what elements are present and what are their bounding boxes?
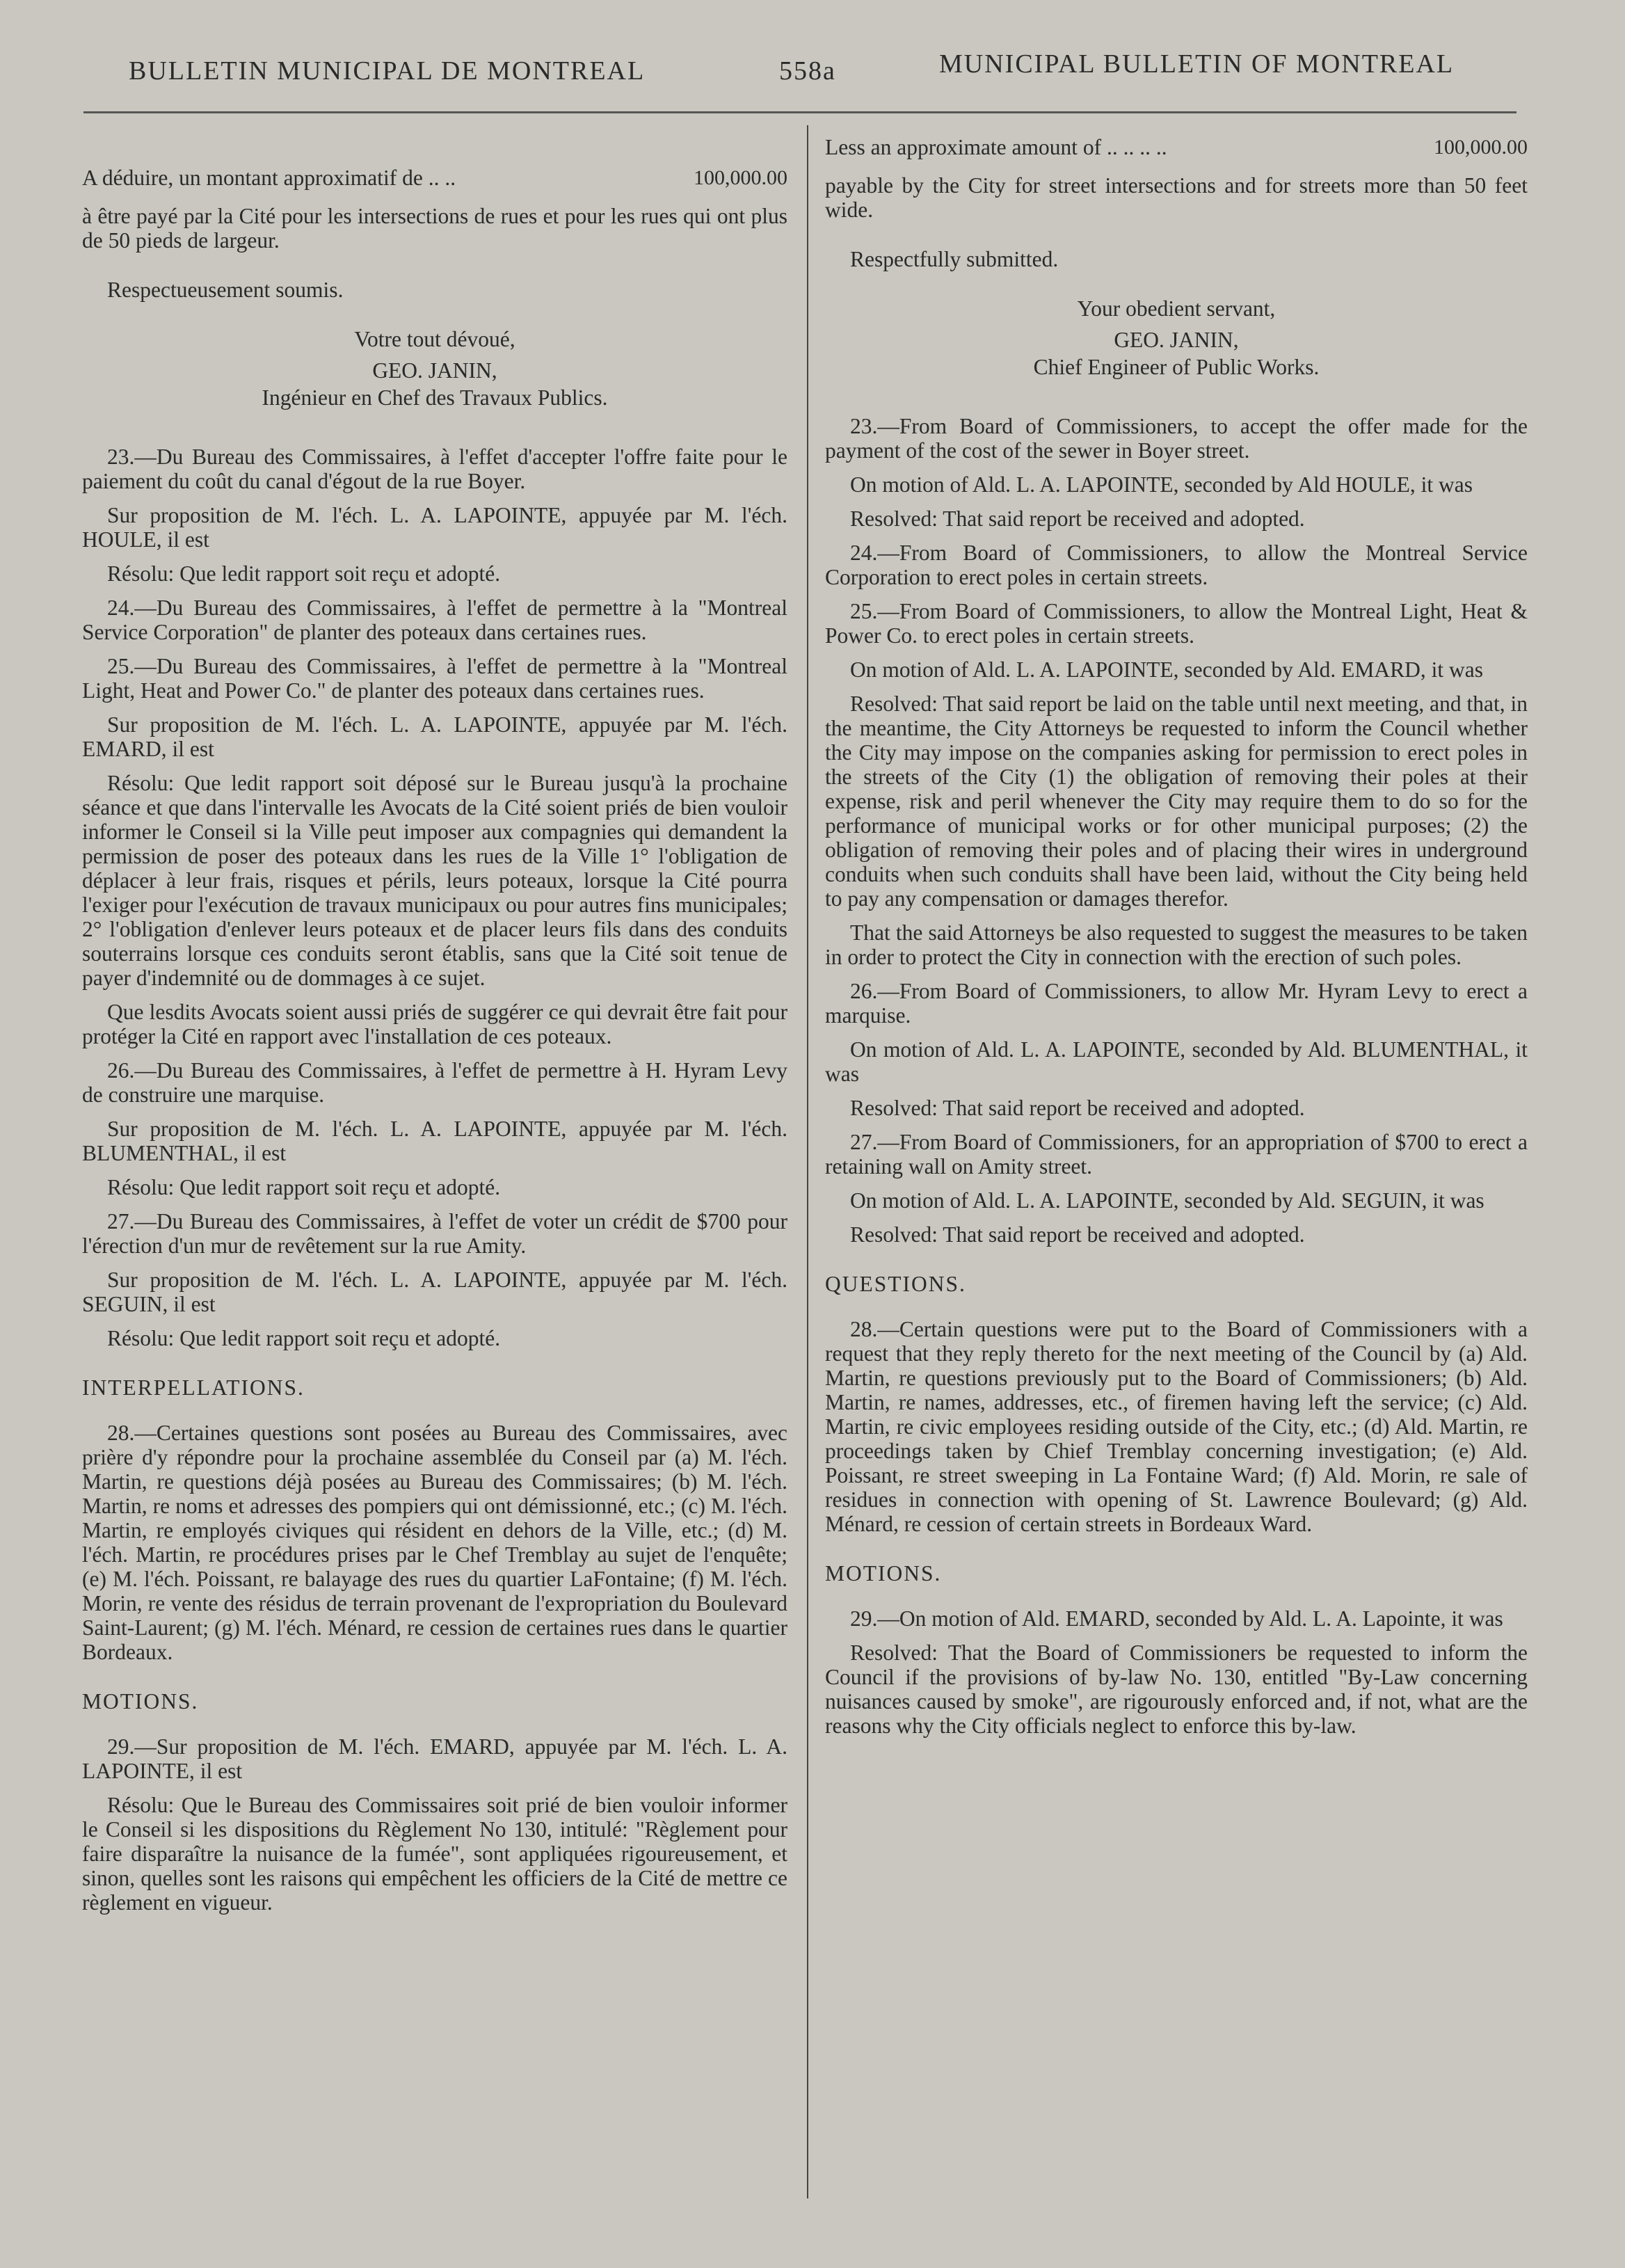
item-29-resolution: Resolved: That the Board of Commissioners be requested to inform the Council if the provisions of by-law No. 130, entitled "By-Law concerning nuisances caused by smoke", are rigourously enforced and, if not, what are the reasons why the City officials neglect to enforce this by-law. — [825, 1640, 1528, 1738]
deduct-row — [82, 166, 787, 190]
item-25-resolution-2: Que lesdits Avocats soient aussi priés de suggérer ce qui devrait être fait pour protéger la Cité en rapport avec l'installation de ces poteaux. — [82, 1000, 787, 1048]
item-27-motion: Sur proposition de M. l'éch. L. A. LAPOINTE, appuyée par M. l'éch. SEGUIN, il est — [82, 1268, 787, 1316]
header-title-fr: BULLETIN MUNICIPAL DE MONTREAL — [129, 56, 646, 86]
deduct-amount: 100,000.00 — [1434, 136, 1528, 159]
item-27-resolution: Resolved: That said report be received and adopted. — [850, 1222, 1305, 1247]
signature-name: GEO. JANIN, — [1114, 328, 1239, 352]
signature-title: Chief Engineer of Public Works. — [1033, 355, 1320, 379]
section-heading-motions: MOTIONS. — [82, 1689, 199, 1714]
item-25-motion: On motion of Ald. L. A. LAPOINTE, seconded by Ald. EMARD, it was — [850, 657, 1483, 682]
section-heading-interpellations: INTERPELLATIONS. — [82, 1375, 305, 1400]
signature-title: Ingénieur en Chef des Travaux Publics. — [262, 385, 608, 410]
item-26-resolution: Résolu: Que ledit rapport soit reçu et adopté. — [107, 1175, 501, 1199]
section-heading-motions: MOTIONS. — [825, 1561, 942, 1586]
item-28: 28.—Certaines questions sont posées au Bureau des Commissaires, avec prière d'y répondre pour la prochaine assemblée du Conseil par (a) M. l'éch. Martin, re questions déjà posées au Bureau des Commissaires; (b) M. l'éch. Martin, re noms et adresses des pompiers qui ont démissionné, etc.; (c) M. l'éch. Martin, re employés civiques qui résident en dehors de la Ville, etc.; (d) M. l'éch. Martin, re procédures prises par le Chef Tremblay au sujet de l'enquête; (e) M. l'éch. Poissant, re balayage des rues du quartier LaFontaine; (f) M. l'éch. Morin, re vente des résidus de terrain provenant de l'expropriation du Boulevard Saint-Laurent; (g) M. l'éch. Ménard, re cession de certaines rues dans le quartier Bordeaux. — [82, 1421, 787, 1664]
closing: Respectueusement soumis. — [107, 278, 344, 302]
column-divider — [807, 125, 808, 2198]
item-26-resolution: Resolved: That said report be received and adopted. — [850, 1096, 1305, 1120]
deduct-row — [825, 135, 1528, 159]
signature-name: GEO. JANIN, — [372, 358, 497, 383]
section-heading-questions: QUESTIONS. — [825, 1272, 966, 1296]
english-column — [825, 125, 1528, 1748]
item-23-resolution: Résolu: Que ledit rapport soit reçu et adopté. — [107, 561, 501, 586]
french-column — [82, 125, 787, 1924]
deduct-amount: 100,000.00 — [694, 166, 787, 189]
page-header — [77, 49, 1523, 97]
deduct-label: A déduire, un montant approximatif de .. .. — [82, 166, 456, 190]
item-25: 25.—Du Bureau des Commissaires, à l'effet de permettre à la "Montreal Light, Heat and Power Co." de planter des poteaux dans certaines rues. — [82, 654, 787, 703]
item-23-motion: Sur proposition de M. l'éch. L. A. LAPOINTE, appuyée par M. l'éch. HOULE, il est — [82, 503, 787, 552]
closing: Respectfully submitted. — [850, 247, 1059, 271]
item-29-resolution: Résolu: Que le Bureau des Commissaires soit prié de bien vouloir informer le Conseil si les dispositions du Règlement No 130, intitulé: "Règlement pour faire disparaître la nuisance de la fumée", sont appliquées rigoureusement, et sinon, quelles sont les raisons qui empêchent les officiers de la Cité de mettre ce règlement en vigueur. — [82, 1793, 787, 1915]
deduct-text: payable by the City for street intersections and for streets more than 50 feet wide. — [825, 173, 1528, 222]
item-23-resolution: Resolved: That said report be received and adopted. — [850, 506, 1305, 531]
item-26: 26.—From Board of Commissioners, to allow Mr. Hyram Levy to erect a marquise. — [825, 979, 1528, 1028]
item-26-motion: Sur proposition de M. l'éch. L. A. LAPOINTE, appuyée par M. l'éch. BLUMENTHAL, il est — [82, 1117, 787, 1165]
header-rule — [83, 111, 1516, 113]
item-23: 23.—From Board of Commissioners, to accept the offer made for the payment of the cost of the sewer in Boyer street. — [825, 414, 1528, 463]
item-27: 27.—From Board of Commissioners, for an appropriation of $700 to erect a retaining wall on Amity street. — [825, 1130, 1528, 1179]
salutation: Your obedient servant, — [1077, 296, 1276, 321]
page-number: 558a — [779, 56, 836, 86]
deduct-text: à être payé par la Cité pour les intersections de rues et pour les rues qui ont plus de 50 pieds de largeur. — [82, 204, 787, 253]
item-25: 25.—From Board of Commissioners, to allow the Montreal Light, Heat & Power Co. to erect poles in certain streets. — [825, 599, 1528, 648]
item-25-resolution: Resolved: That said report be laid on the table until next meeting, and that, in the meantime, the City Attorneys be requested to inform the Council whether the City may impose on the companies asking for permission to erect poles in the streets of the City (1) the obligation of removing their poles at their expense, risk and peril whenever the City may require them to do so for the performance of municipal works or for other municipal purposes; (2) the obligation of removing their poles and of placing their wires in underground conduits when such conduits shall have been laid, without the City being held to pay any compensation or damages therefor. — [825, 692, 1528, 911]
item-26-motion: On motion of Ald. L. A. LAPOINTE, seconded by Ald. BLUMENTHAL, it was — [825, 1037, 1528, 1086]
item-29-motion: 29.—Sur proposition de M. l'éch. EMARD, appuyée par M. l'éch. L. A. LAPOINTE, il est — [82, 1734, 787, 1783]
item-24: 24.—From Board of Commissioners, to allow the Montreal Service Corporation to erect poles in certain streets. — [825, 541, 1528, 589]
item-23-motion: On motion of Ald. L. A. LAPOINTE, seconded by Ald HOULE, it was — [850, 472, 1473, 497]
salutation: Votre tout dévoué, — [354, 327, 515, 351]
item-27-motion: On motion of Ald. L. A. LAPOINTE, seconded by Ald. SEGUIN, it was — [850, 1188, 1484, 1213]
item-27-resolution: Résolu: Que ledit rapport soit reçu et adopté. — [107, 1326, 501, 1350]
item-24: 24.—Du Bureau des Commissaires, à l'effet de permettre à la "Montreal Service Corporation" de planter des poteaux dans certaines rues. — [82, 596, 787, 644]
item-27: 27.—Du Bureau des Commissaires, à l'effet de voter un crédit de $700 pour l'érection d'un mur de revêtement sur la rue Amity. — [82, 1209, 787, 1258]
item-25-resolution-2: That the said Attorneys be also requested to suggest the measures to be taken in order to protect the City in connection with the erection of such poles. — [825, 920, 1528, 969]
header-title-en: MUNICIPAL BULLETIN OF MONTREAL — [939, 49, 1455, 79]
item-23: 23.—Du Bureau des Commissaires, à l'effet d'accepter l'offre faite pour le paiement du coût du canal d'égout de la rue Boyer. — [82, 445, 787, 493]
item-25-motion: Sur proposition de M. l'éch. L. A. LAPOINTE, appuyée par M. l'éch. EMARD, il est — [82, 712, 787, 761]
item-25-resolution: Résolu: Que ledit rapport soit déposé sur le Bureau jusqu'à la prochaine séance et que dans l'intervalle les Avocats de la Cité soient priés de bien vouloir informer le Conseil si la Ville peut imposer aux compagnies qui demandent la permission de poser des poteaux dans les rues de la Ville 1° l'obligation de déplacer à leur frais, risques et périls, leurs poteaux, lorsque la Cité pourra l'exiger pour l'exécution de travaux municipaux ou pour autres fins municipales; 2° l'obligation d'enlever leurs poteaux et de placer leurs fils dans des conduits souterrains lorsque ces conduits seront établis, sans que la Cité soit tenue de payer d'indemnité ou de dommages à ce sujet. — [82, 771, 787, 990]
item-26: 26.—Du Bureau des Commissaires, à l'effet de permettre à H. Hyram Levy de construire une marquise. — [82, 1058, 787, 1107]
deduct-label: Less an approximate amount of .. .. .. .. — [825, 135, 1167, 159]
item-28: 28.—Certain questions were put to the Board of Commissioners with a request that they reply thereto for the next meeting of the Council by (a) Ald. Martin, re questions previously put to the Board of Commissioners; (b) Ald. Martin, re names, addresses, etc., of firemen having left the service; (c) Ald. Martin, re civic employees residing outside of the City, etc.; (d) Ald. Martin, re proceedings taken by Chief Tremblay concerning investigation; (e) Ald. Poissant, re street sweeping in La Fontaine Ward; (f) Ald. Morin, re sale of residues in connection with opening of St. Lawrence Boulevard; (g) Ald. Ménard, re cession of certain streets in Bordeaux Ward. — [825, 1317, 1528, 1536]
item-29-motion: 29.—On motion of Ald. EMARD, seconded by Ald. L. A. Lapointe, it was — [850, 1606, 1503, 1631]
